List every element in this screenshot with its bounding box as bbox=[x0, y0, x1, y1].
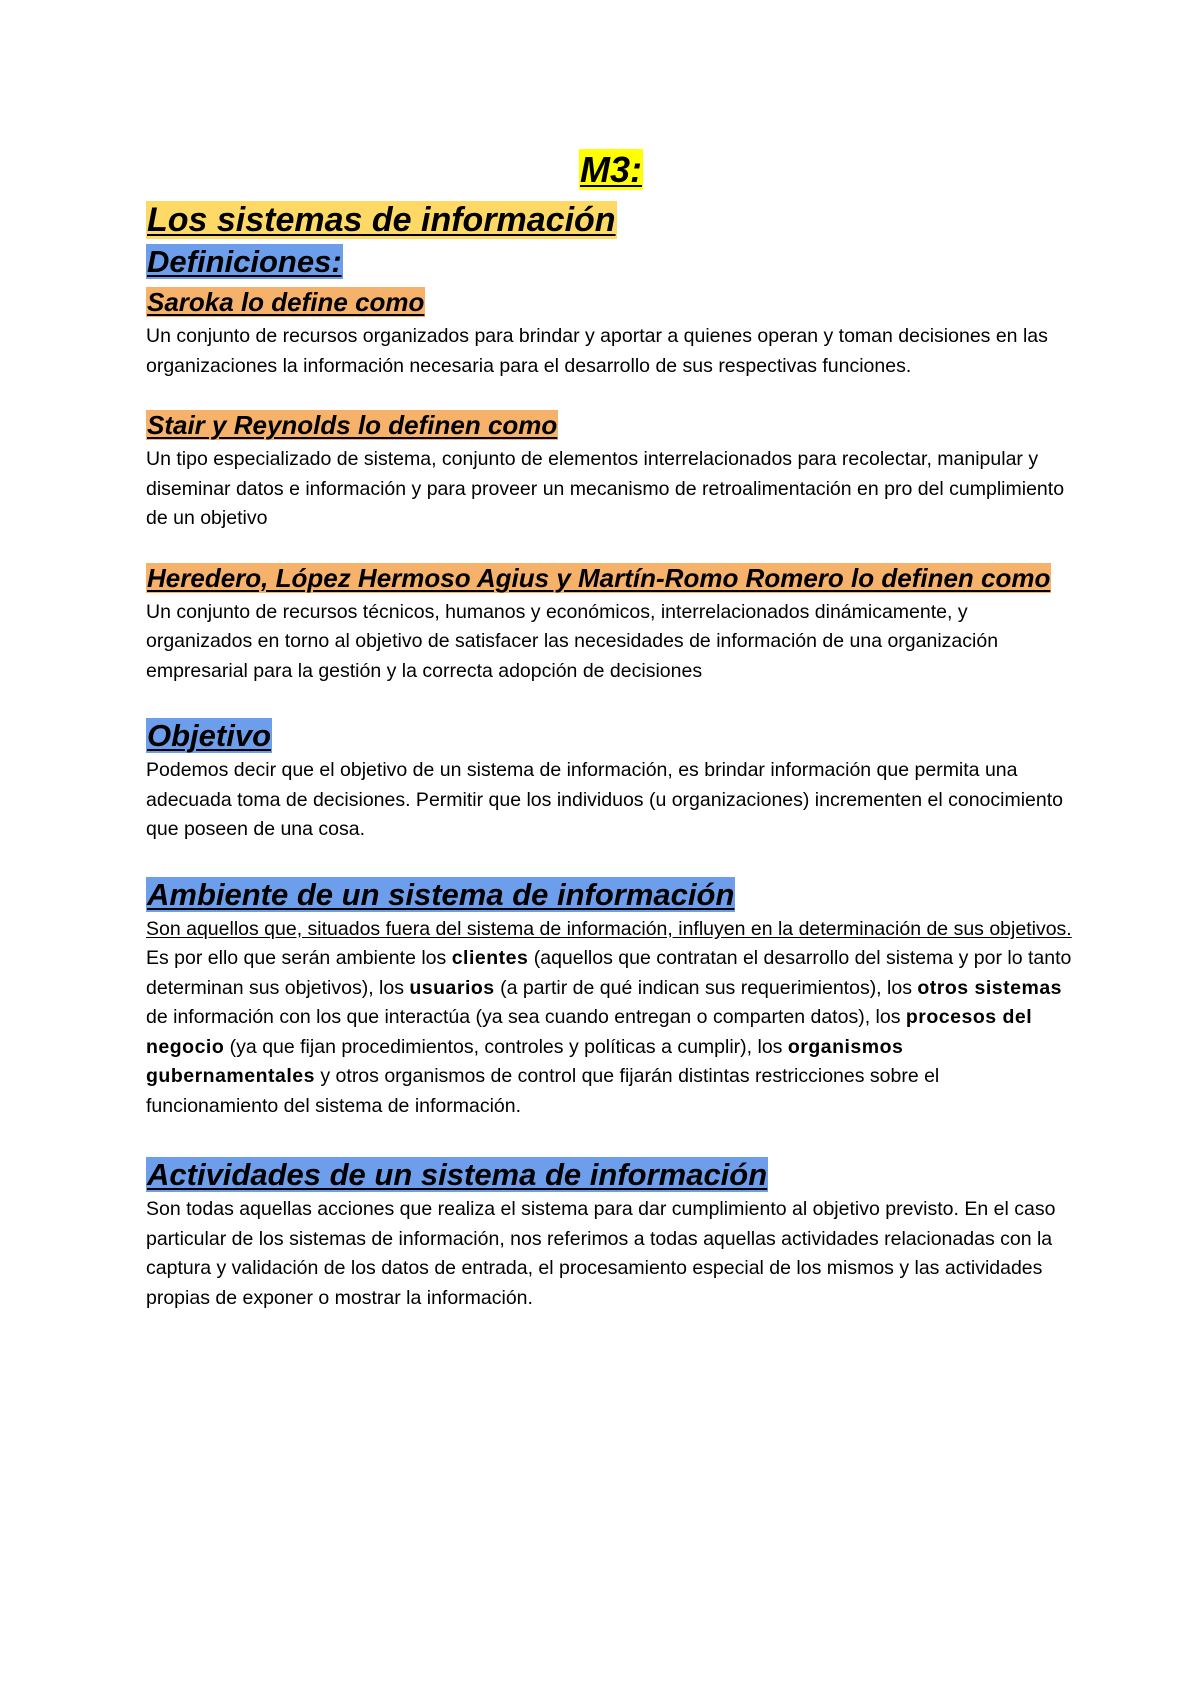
environment-text-part: y otros organismos de control que fijarán distintas restricciones sobre el funcionamiento del sistema de información. bbox=[146, 1065, 940, 1117]
spacer bbox=[146, 1121, 1076, 1155]
environment-text-part: (ya que fijan procedimientos, controles y políticas a cumplir), los bbox=[224, 1035, 788, 1058]
definitions-heading-row bbox=[146, 242, 1076, 282]
module-label-row bbox=[146, 148, 1076, 192]
environment-text-part: Es por ello que serán ambiente los bbox=[146, 947, 452, 969]
environment-term-organismos: organismos gubernamentales bbox=[146, 1035, 904, 1087]
document-title-row bbox=[146, 198, 1076, 242]
definition-heading-stair-reynolds: Stair y Reynolds lo definen como bbox=[147, 410, 558, 440]
objective-text: Podemos decir que el objetivo de un sistema de información, es brindar información que permita una adecuada toma de decisiones. Permitir que los individuos (u organizaciones) incrementen el conocimiento que poseen de una cosa. bbox=[146, 759, 1064, 840]
environment-text-part: de información con los que interactúa (ya sea cuando entregan o comparten datos), los bbox=[146, 1006, 906, 1028]
definition-heading-row bbox=[146, 558, 1076, 598]
activities-heading: Actividades de un sistema de información bbox=[147, 1157, 768, 1192]
environment-term-clientes: clientes bbox=[451, 947, 529, 969]
environment-heading-row bbox=[146, 875, 1076, 915]
environment-text-part: (aquellos que contratan el desarrollo del sistema y por lo tanto determinan sus objetivos), los bbox=[146, 947, 1072, 999]
activities-text: Son todas aquellas acciones que realiza el sistema para dar cumplimiento al objetivo previsto. En el caso particular de los sistemas de información, nos referimos a todas aquellas actividades relacionadas con la captura y validación de los datos de entrada, el procesamiento especial de los mismos y las actividades propias de exponer o mostrar la información. bbox=[146, 1198, 1056, 1309]
spacer bbox=[146, 534, 1076, 558]
environment-term-usuarios: usuarios bbox=[409, 976, 495, 999]
module-label: M3: bbox=[580, 149, 642, 190]
environment-text-part: (a partir de qué indican sus requerimientos), los bbox=[494, 976, 918, 999]
objective-heading: Objetivo bbox=[147, 718, 272, 753]
environment-text bbox=[146, 915, 1076, 1122]
definition-text-heredero: Un conjunto de recursos técnicos, humanos y económicos, interrelacionados dinámicamente, y organizados en torno al objetivo de satisfacer las necesidades de información de una organización empresarial para la gestión y la correcta adopción de decisiones bbox=[146, 600, 999, 682]
objective-heading-row bbox=[146, 716, 1076, 756]
definition-heading-row bbox=[146, 405, 1076, 445]
spacer bbox=[146, 845, 1076, 875]
definition-heading-saroka: Saroka lo define como bbox=[147, 287, 425, 317]
definition-heading-heredero: Heredero, López Hermoso Agius y Martín-Romo Romero lo definen como bbox=[147, 562, 1051, 593]
spacer bbox=[146, 381, 1076, 405]
environment-heading: Ambiente de un sistema de información bbox=[147, 876, 735, 912]
environment-term-otros-sistemas: otros sistemas bbox=[917, 976, 1063, 999]
document-title: Los sistemas de información bbox=[147, 201, 616, 239]
definition-heading-row bbox=[146, 282, 1076, 322]
spacer bbox=[146, 686, 1076, 716]
environment-underlined-intro: Son aquellos que, situados fuera del sistema de información, influyen en la determinación de sus objetivos. bbox=[146, 917, 1072, 940]
activities-heading-row bbox=[146, 1155, 1076, 1195]
definitions-heading: Definiciones: bbox=[147, 244, 342, 279]
definition-text-stair-reynolds: Un tipo especializado de sistema, conjunto de elementos interrelacionados para recolectar, manipular y diseminar datos e información y para proveer un mecanismo de retroalimentación en pro del cumplimiento de un objetivo bbox=[146, 448, 1065, 529]
document-page bbox=[146, 148, 1076, 1313]
definition-text-saroka: Un conjunto de recursos organizados para brindar y aportar a quienes operan y toman decisiones en las organizaciones la información necesaria para el desarrollo de sus respectivas funciones. bbox=[146, 325, 1048, 377]
environment-term-procesos-negocio: procesos del negocio bbox=[146, 1006, 1033, 1058]
